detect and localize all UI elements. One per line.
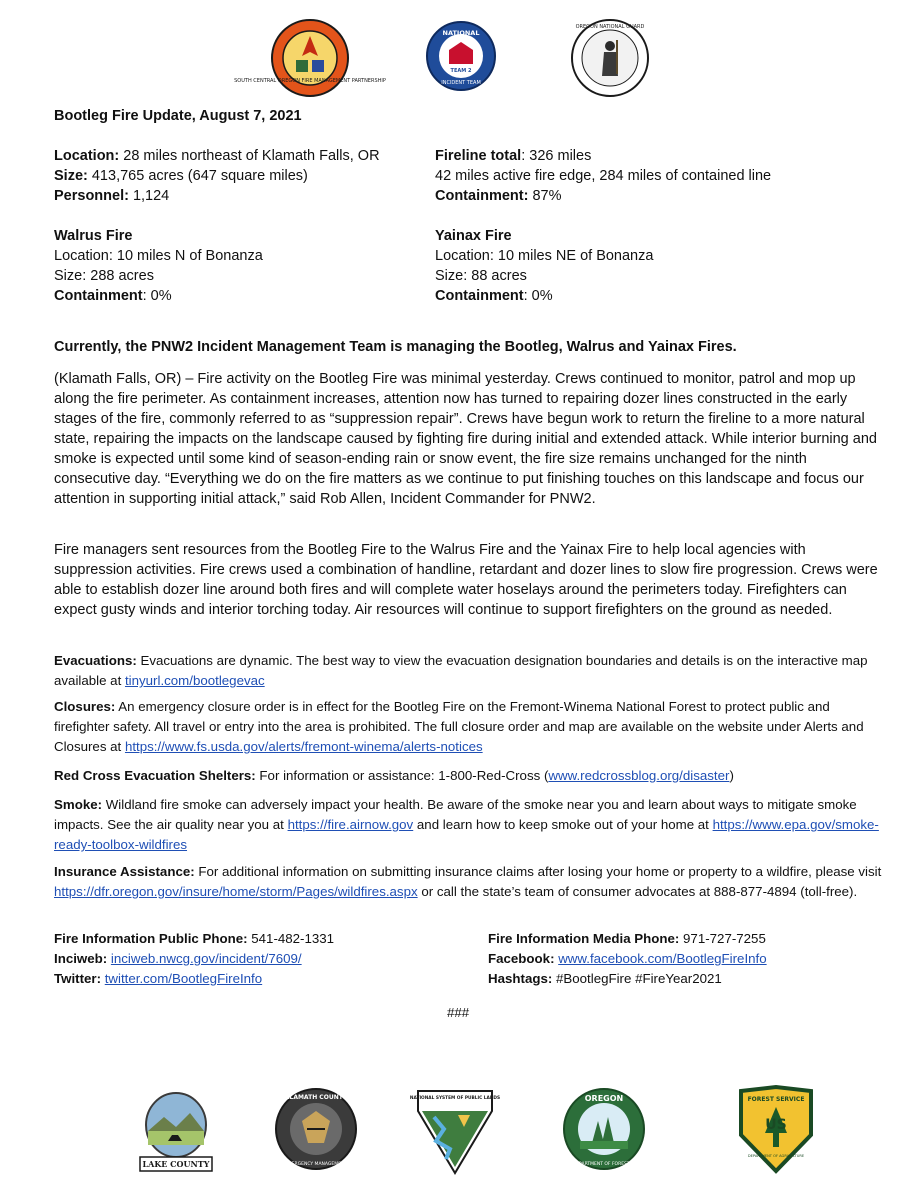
summary-right-column <box>435 146 875 306</box>
ong-logo-text: OREGON NATIONAL GUARD <box>575 24 645 30</box>
containment-value: 87% <box>528 188 562 204</box>
closures-section <box>54 697 886 757</box>
odf-top-text: OREGON <box>584 1094 624 1103</box>
personnel-value: 1,124 <box>128 188 170 204</box>
twitter-label: Twitter: <box>54 971 102 986</box>
end-mark: ### <box>447 1005 470 1020</box>
yainax-size: Size: 88 acres <box>435 268 527 284</box>
klamath-county-em-logo <box>274 1087 358 1171</box>
size-value: 413,765 acres (647 square miles) <box>87 168 308 184</box>
contacts-right <box>488 929 888 989</box>
evacuations-section <box>54 651 886 691</box>
red-cross-section <box>54 766 886 786</box>
location-line <box>54 146 414 166</box>
red-cross-tail: ) <box>729 768 734 783</box>
fireline-line <box>435 146 875 166</box>
inciweb-link[interactable]: inciweb.nwcg.gov/incident/7609/ <box>110 951 302 966</box>
walrus-fire-heading: Walrus Fire <box>54 228 133 244</box>
paragraph-activity: (Klamath Falls, OR) – Fire activity on the Bootleg Fire was minimal yesterday. Crews continued to monitor, patrol and mop up along the fire perimeter. As containment increases, attention now has turned to repairing dozer lines constructed in the early stages of the fire, commonly referred to as “suppression repair”. Crews have begun work to return the fireline to a more natural state, repairing the impacts on the landscape caused by fighting fire during initial and extended attack. While interior burning and smoke is expected until some kind of season-ending rain or snow event, the fire size remains unchanged for the ninth consecutive day. “Everything we do on the fire matters as we continue to put finishing touches on this landscape and focus our attention in supporting initial attack,” said Rob Allen, Incident Commander for PNW2. <box>54 371 877 507</box>
klamath-bottom-text: EMERGENCY MANAGEMENT <box>284 1162 348 1167</box>
nit-logo-bottom-text: INCIDENT TEAM <box>441 80 481 86</box>
odf-bottom-text: DEPARTMENT OF FORESTRY <box>572 1162 636 1167</box>
fs-top-text: FOREST SERVICE <box>747 1096 805 1103</box>
klamath-top-text: KLAMATH COUNTY <box>284 1094 348 1101</box>
oregon-national-guard-logo <box>570 18 650 98</box>
walrus-location: Location: 10 miles N of Bonanza <box>54 248 263 264</box>
walrus-containment-line <box>54 286 414 306</box>
bottom-logos <box>0 1083 923 1173</box>
summary-left-column <box>54 146 414 306</box>
national-incident-team-logo <box>425 20 497 92</box>
media-phone-line <box>488 929 888 949</box>
public-phone-label: Fire Information Public Phone: <box>54 931 248 946</box>
airnow-link[interactable]: https://fire.airnow.gov <box>287 817 414 832</box>
red-cross-link[interactable]: www.redcrossblog.org/disaster <box>548 768 730 783</box>
document-title: Bootleg Fire Update, August 7, 2021 <box>54 108 302 124</box>
twitter-line <box>54 969 474 989</box>
walrus-containment-label: Containment <box>54 288 143 304</box>
evacuations-text: Evacuations are dynamic. The best way to view the evacuation designation boundaries and details is on the interactive map available at <box>54 653 868 688</box>
smoke-label: Smoke: <box>54 797 103 812</box>
location-value: 28 miles northeast of Klamath Falls, OR <box>119 148 380 164</box>
size-label: Size: <box>54 168 88 184</box>
insurance-text-1: For additional information on submitting insurance claims after losing your home or property to a wildfire, please visit <box>194 864 882 879</box>
closures-label: Closures: <box>54 699 116 714</box>
smoke-section <box>54 795 886 855</box>
blm-logo <box>409 1087 501 1175</box>
yainax-location: Location: 10 miles NE of Bonanza <box>435 248 654 264</box>
fireline-value: : 326 miles <box>521 148 592 164</box>
forest-service-logo <box>735 1085 817 1173</box>
lake-county-text: LAKE COUNTY <box>142 1159 210 1169</box>
twitter-link[interactable]: twitter.com/BootlegFireInfo <box>104 971 263 986</box>
sco-logo-text: SOUTH CENTRAL OREGON FIRE MANAGEMENT PARTNERSHIP <box>234 78 386 84</box>
insurance-text-2: or call the state’s team of consumer advocates at 888-877-4894 (toll-free). <box>417 884 858 899</box>
media-phone-value: 971-727-7255 <box>679 931 766 946</box>
red-cross-text: For information or assistance: 1-800-Red-Cross ( <box>255 768 549 783</box>
yainax-containment-line <box>435 286 875 306</box>
containment-line <box>435 186 875 206</box>
red-cross-label: Red Cross Evacuation Shelters: <box>54 768 256 783</box>
sco-fire-partnership-logo <box>234 18 386 98</box>
nit-logo-top-text: NATIONAL <box>442 29 480 37</box>
lake-county-logo <box>134 1091 218 1175</box>
facebook-label: Facebook: <box>488 951 555 966</box>
size-line <box>54 166 414 186</box>
personnel-label: Personnel: <box>54 188 129 204</box>
fs-bottom-text: DEPARTMENT OF AGRICULTURE <box>747 1154 805 1158</box>
walrus-size: Size: 288 acres <box>54 268 154 284</box>
smoke-text-1: Wildland fire smoke can adversely impact your health. Be aware of the smoke near you and learn about ways to mitigate smoke impacts. See the air quality near you at <box>54 797 857 832</box>
paragraph-resources: Fire managers sent resources from the Bootleg Fire to the Walrus Fire and the Yainax Fire to help local agencies with suppression activities. Fire crews used a combination of handline, retardant and dozer lines to slow fire progression. Crews were able to establish dozer line around both fires and will complete water hoselays around the perimeters today. Firefighters can expect gusty winds and interior torching today. Air resources will continue to support firefighters on the ground as needed. <box>54 542 878 618</box>
location-label: Location: <box>54 148 120 164</box>
hashtags-value: #BootlegFire #FireYear2021 <box>552 971 722 986</box>
closures-link[interactable]: https://www.fs.usda.gov/alerts/fremont-winema/alerts-notices <box>124 739 483 754</box>
inciweb-label: Inciweb: <box>54 951 108 966</box>
yainax-containment-value: : 0% <box>523 288 553 304</box>
contacts-left <box>54 929 474 989</box>
insurance-label: Insurance Assistance: <box>54 864 195 879</box>
insurance-section <box>54 862 886 902</box>
blm-text: NATIONAL SYSTEM OF PUBLIC LANDS <box>409 1096 501 1101</box>
oregon-forestry-logo <box>562 1087 646 1171</box>
yainax-fire-heading: Yainax Fire <box>435 228 512 244</box>
nit-logo-mid-text: TEAM 2 <box>450 68 472 74</box>
facebook-line <box>488 949 888 969</box>
yainax-containment-label: Containment <box>435 288 524 304</box>
public-phone-line <box>54 929 474 949</box>
fireline-label: Fireline total <box>435 148 522 164</box>
inciweb-line <box>54 949 474 969</box>
headline: Currently, the PNW2 Incident Management Team is managing the Bootleg, Walrus and Yainax Fires. <box>54 339 737 355</box>
smoke-text-2: and learn how to keep smoke out of your home at <box>413 817 713 832</box>
containment-label: Containment: <box>435 188 529 204</box>
epa-smoke-link[interactable]: https://www.epa.gov/smoke-ready-toolbox-wildfires <box>54 817 879 852</box>
walrus-containment-value: : 0% <box>142 288 172 304</box>
personnel-line <box>54 186 414 206</box>
public-phone-value: 541-482-1331 <box>247 931 335 946</box>
insurance-link[interactable]: https://dfr.oregon.gov/insure/home/storm/Pages/wildfires.aspx <box>54 884 418 899</box>
top-logos <box>0 18 923 100</box>
evacuations-link[interactable]: tinyurl.com/bootlegevac <box>124 673 265 688</box>
fireline-detail: 42 miles active fire edge, 284 miles of contained line <box>435 168 772 184</box>
facebook-link[interactable]: www.facebook.com/BootlegFireInfo <box>558 951 767 966</box>
evacuations-label: Evacuations: <box>54 653 137 668</box>
fs-mid-text: US <box>765 1117 787 1133</box>
closures-text: An emergency closure order is in effect for the Bootleg Fire on the Fremont-Winema National Forest to protect public and firefighter safety. All travel or entry into the area is prohibited. The full closure order and map are available on the website under Alerts and Closures at <box>54 699 864 754</box>
hashtags-label: Hashtags: <box>488 971 553 986</box>
media-phone-label: Fire Information Media Phone: <box>488 931 680 946</box>
hashtags-line <box>488 969 888 989</box>
